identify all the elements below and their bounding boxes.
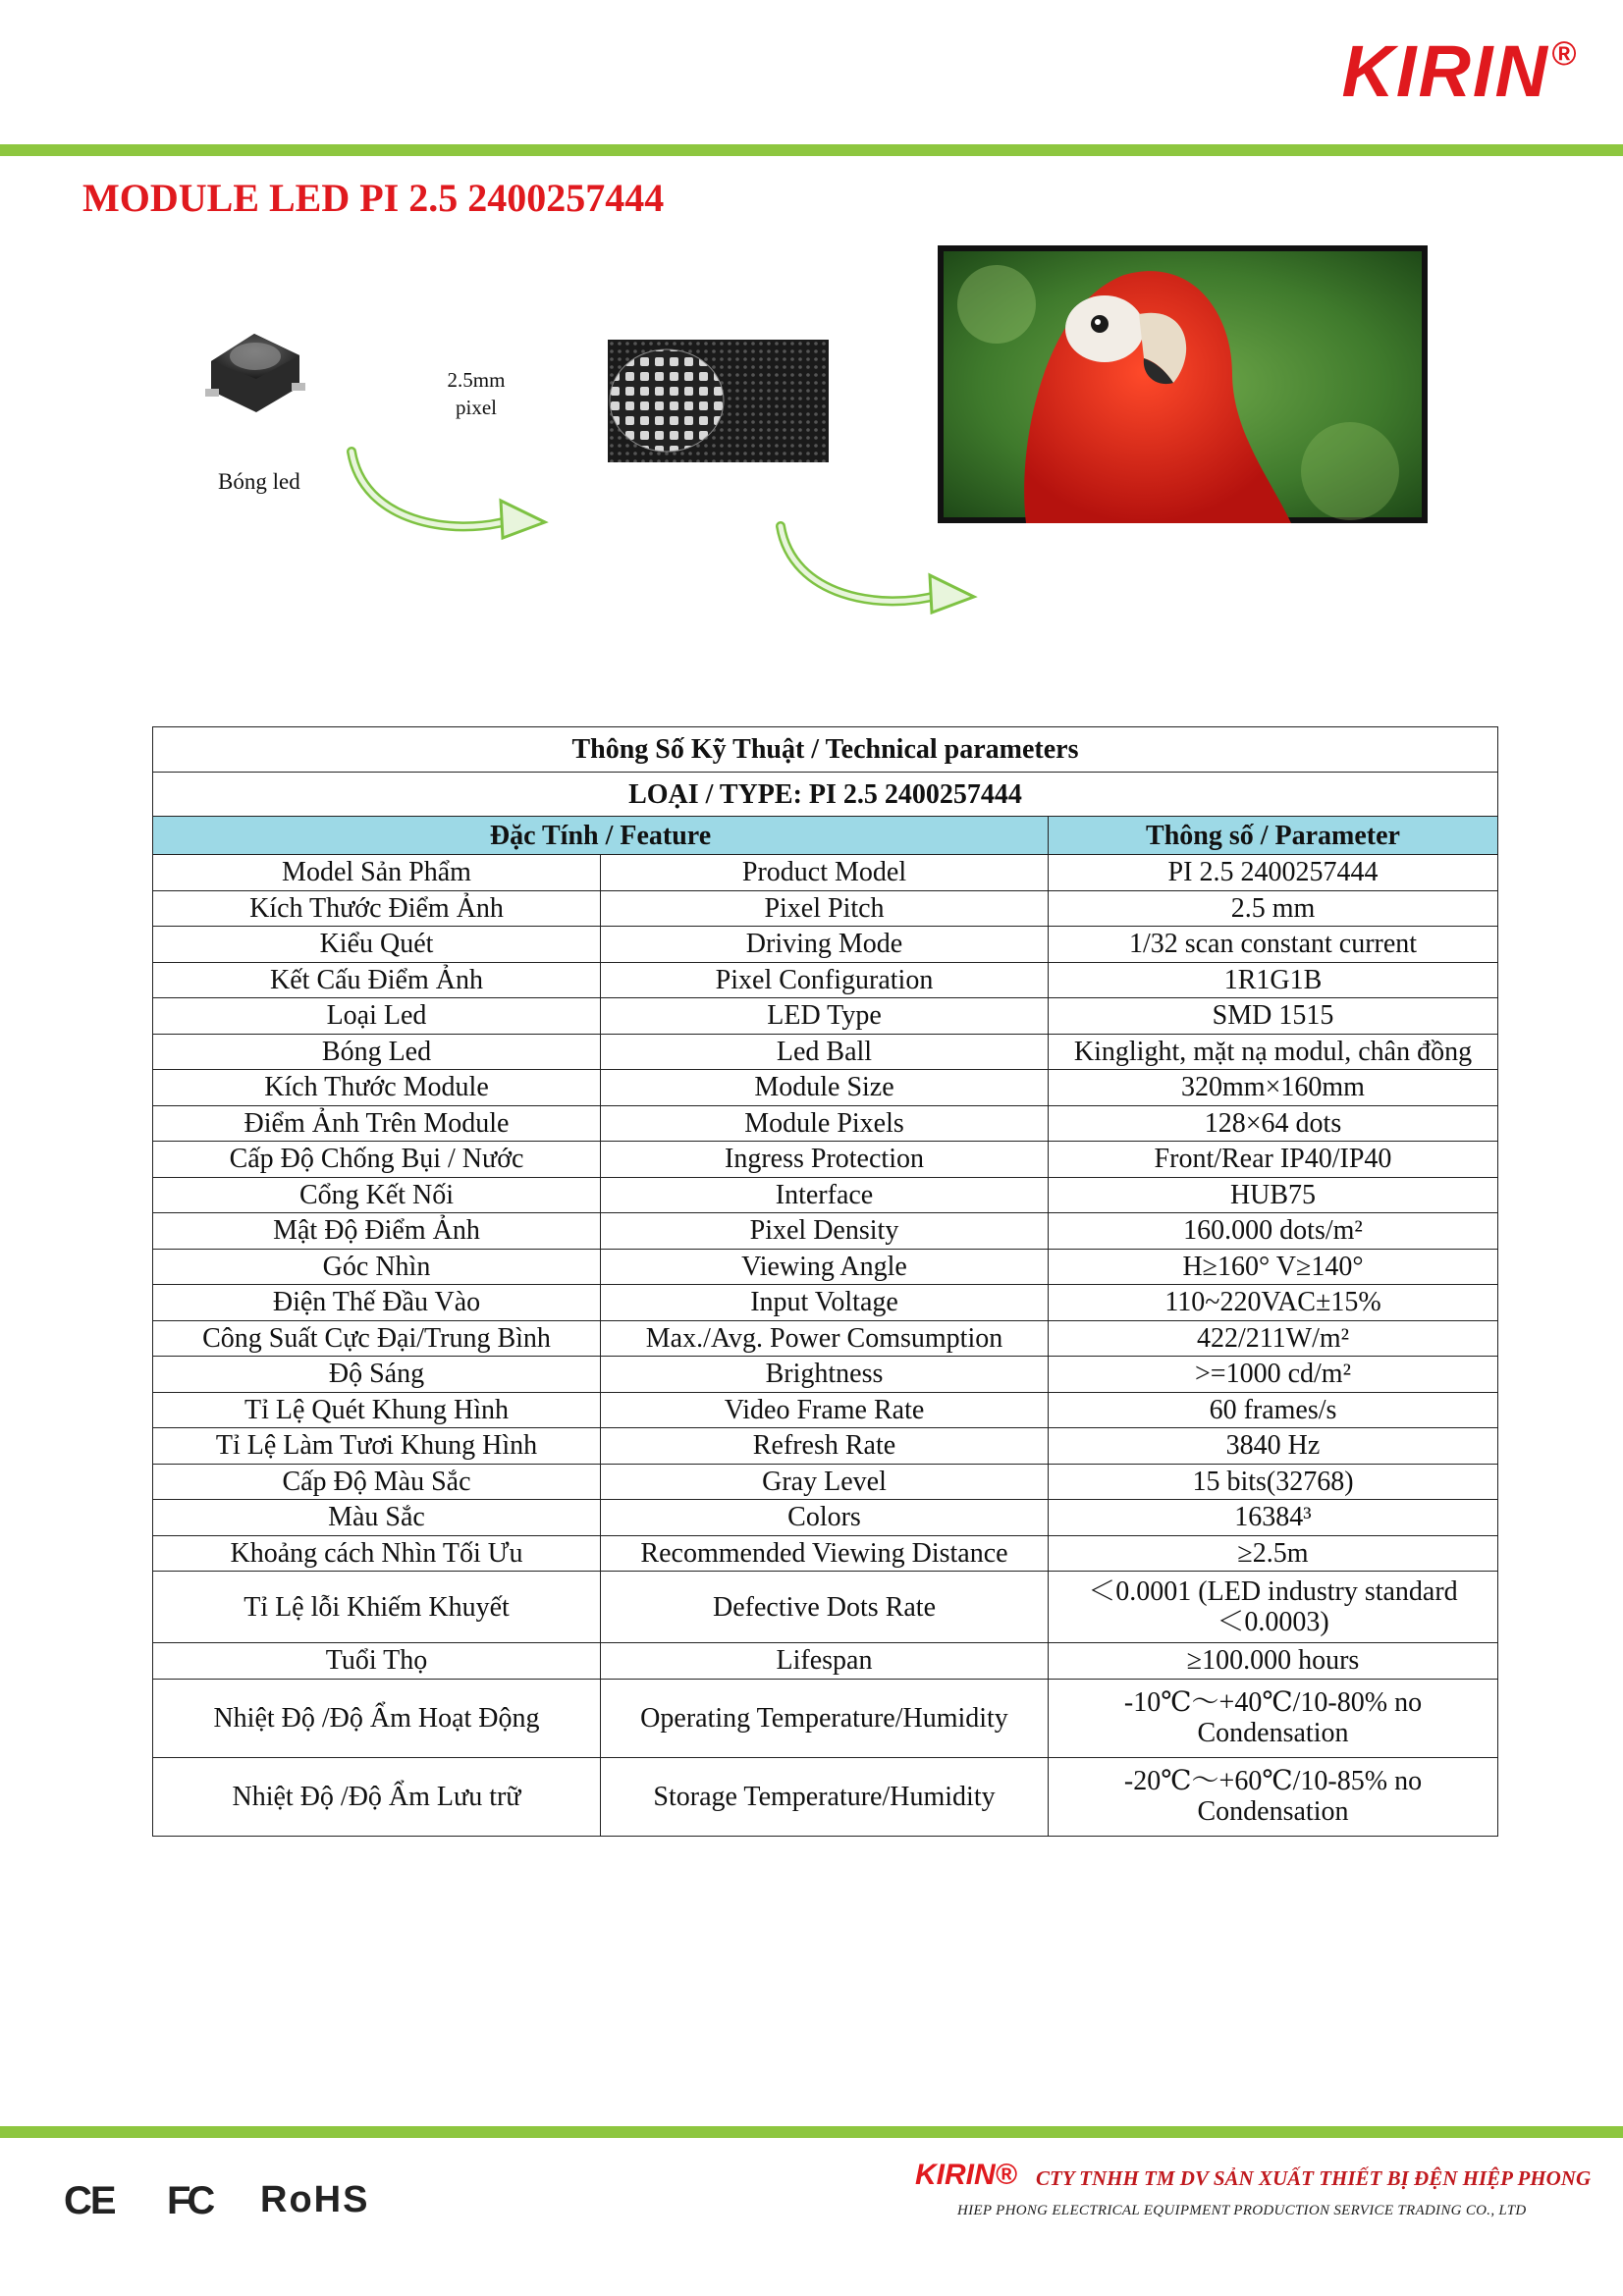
parameter-value: HUB75 (1049, 1177, 1498, 1213)
value-line-2: Condensation (1197, 1796, 1349, 1827)
feature-en: Colors (601, 1500, 1049, 1536)
feature-vi: Màu Sắc (153, 1500, 601, 1536)
feature-vi: Điện Thế Đầu Vào (153, 1285, 601, 1321)
feature-en: Ingress Protection (601, 1142, 1049, 1178)
brand-name: KIRIN (1341, 30, 1549, 112)
parameter-value: SMD 1515 (1049, 998, 1498, 1035)
feature-header: Đặc Tính / Feature (153, 817, 1049, 855)
value-line-1: -20℃～+60℃/10-85% no (1123, 1766, 1423, 1796)
parameter-value (1049, 1572, 1498, 1643)
curved-arrow-icon (344, 444, 555, 542)
feature-vi: Model Sản Phẩm (153, 855, 601, 891)
feature-en: Refresh Rate (601, 1428, 1049, 1465)
parameter-value: Kinglight, mặt nạ modul, chân đồng (1049, 1034, 1498, 1070)
table-row (153, 1679, 1498, 1757)
feature-vi: Bóng Led (153, 1034, 601, 1070)
parameter-value: 1/32 scan constant current (1049, 927, 1498, 963)
rohs-mark-icon: RoHS (260, 2179, 370, 2220)
table-row (153, 998, 1498, 1035)
table-row (153, 1105, 1498, 1142)
table-row (153, 1249, 1498, 1285)
feature-vi: Kết Cấu Điểm Ảnh (153, 962, 601, 998)
table-row (153, 1535, 1498, 1572)
table-row (153, 855, 1498, 891)
parameter-value: ≥100.000 hours (1049, 1643, 1498, 1680)
parameter-value: ≥2.5m (1049, 1535, 1498, 1572)
table-row (153, 1070, 1498, 1106)
feature-en: Recommended Viewing Distance (601, 1535, 1049, 1572)
parameter-value: 320mm×160mm (1049, 1070, 1498, 1106)
feature-en: LED Type (601, 998, 1049, 1035)
feature-vi: Mật Độ Điểm Ảnh (153, 1213, 601, 1250)
table-row (153, 1177, 1498, 1213)
led-chip-image (201, 322, 307, 420)
feature-vi: Công Suất Cực Đại/Trung Bình (153, 1320, 601, 1357)
table-row (153, 1142, 1498, 1178)
feature-vi: Tuổi Thọ (153, 1643, 601, 1680)
feature-vi: Tỉ Lệ Quét Khung Hình (153, 1392, 601, 1428)
led-caption: Bóng led (218, 469, 300, 494)
feature-vi: Cổng Kết Nối (153, 1177, 601, 1213)
parameter-value (1049, 1679, 1498, 1757)
table-row (153, 1357, 1498, 1393)
feature-en: Product Model (601, 855, 1049, 891)
curved-arrow-icon (773, 518, 984, 616)
pixel-pitch-label (432, 366, 520, 421)
feature-vi: Điểm Ảnh Trên Module (153, 1105, 601, 1142)
pixel-label-line-2: pixel (456, 396, 497, 419)
parrot-display-image (938, 245, 1428, 523)
feature-en: Video Frame Rate (601, 1392, 1049, 1428)
table-row (153, 962, 1498, 998)
feature-vi: Cấp Độ Chống Bụi / Nước (153, 1142, 601, 1178)
feature-en: Input Voltage (601, 1285, 1049, 1321)
pixel-label-line-1: 2.5mm (447, 368, 506, 392)
table-row (153, 1320, 1498, 1357)
brand-logo (1341, 29, 1578, 113)
feature-vi: Kích Thước Module (153, 1070, 601, 1106)
footer-brand: KIRIN® (915, 2159, 1017, 2191)
spec-table (152, 726, 1498, 1837)
feature-en: Pixel Density (601, 1213, 1049, 1250)
feature-en: Pixel Configuration (601, 962, 1049, 998)
table-row (153, 1500, 1498, 1536)
feature-vi: Loại Led (153, 998, 601, 1035)
parameter-value: 60 frames/s (1049, 1392, 1498, 1428)
value-line-1: -10℃～+40℃/10-80% no (1123, 1687, 1423, 1718)
feature-en: Led Ball (601, 1034, 1049, 1070)
parameter-value: 160.000 dots/m² (1049, 1213, 1498, 1250)
led-module-image (608, 340, 829, 462)
feature-en: Operating Temperature/Humidity (601, 1679, 1049, 1757)
table-row (153, 1643, 1498, 1680)
value-line-2: Condensation (1197, 1718, 1349, 1748)
feature-en: Module Pixels (601, 1105, 1049, 1142)
feature-vi: Kiểu Quét (153, 927, 601, 963)
table-row (153, 1213, 1498, 1250)
table-row (153, 1428, 1498, 1465)
table-row (153, 927, 1498, 963)
fcc-mark-icon: FC (167, 2179, 212, 2222)
feature-en: Interface (601, 1177, 1049, 1213)
table-type: LOẠI / TYPE: PI 2.5 2400257444 (153, 773, 1498, 817)
feature-vi: Cấp Độ Màu Sắc (153, 1464, 601, 1500)
value-line-1: ＜0.0001 (LED industry standard (1088, 1576, 1458, 1607)
parameter-value: 1R1G1B (1049, 962, 1498, 998)
table-heading: Thông Số Kỹ Thuật / Technical parameters (153, 727, 1498, 773)
parameter-value: 110~220VAC±15% (1049, 1285, 1498, 1321)
feature-en: Max./Avg. Power Comsumption (601, 1320, 1049, 1357)
feature-en: Defective Dots Rate (601, 1572, 1049, 1643)
parameter-value: Front/Rear IP40/IP40 (1049, 1142, 1498, 1178)
parameter-value: 422/211W/m² (1049, 1320, 1498, 1357)
company-name-en: HIEP PHONG ELECTRICAL EQUIPMENT PRODUCTION SERVICE TRADING CO., LTD (957, 2203, 1527, 2218)
table-row (153, 1034, 1498, 1070)
table-row (153, 890, 1498, 927)
registered-mark: ® (1550, 35, 1578, 73)
feature-en: Module Size (601, 1070, 1049, 1106)
feature-en: Driving Mode (601, 927, 1049, 963)
table-heading-row (153, 727, 1498, 773)
table-type-row (153, 773, 1498, 817)
feature-vi: Tỉ Lệ Làm Tươi Khung Hình (153, 1428, 601, 1465)
parameter-header: Thông số / Parameter (1049, 817, 1498, 855)
parameter-value: 3840 Hz (1049, 1428, 1498, 1465)
parameter-value (1049, 1757, 1498, 1836)
feature-en: Pixel Pitch (601, 890, 1049, 927)
table-row (153, 1757, 1498, 1836)
parameter-value: 2.5 mm (1049, 890, 1498, 927)
table-row (153, 1572, 1498, 1643)
feature-vi: Góc Nhìn (153, 1249, 601, 1285)
company-name-vi: CTY TNHH TM DV SẢN XUẤT THIẾT BỊ ĐỆN HIỆP PHONG (1036, 2166, 1592, 2190)
feature-en: Lifespan (601, 1643, 1049, 1680)
parameter-value: PI 2.5 2400257444 (1049, 855, 1498, 891)
parameter-value: 16384³ (1049, 1500, 1498, 1536)
feature-vi: Độ Sáng (153, 1357, 601, 1393)
feature-en: Gray Level (601, 1464, 1049, 1500)
table-row (153, 1464, 1498, 1500)
feature-vi: Kích Thước Điểm Ảnh (153, 890, 601, 927)
parameter-value: 128×64 dots (1049, 1105, 1498, 1142)
feature-vi: Tỉ Lệ lỗi Khiếm Khuyết (153, 1572, 601, 1643)
feature-en: Viewing Angle (601, 1249, 1049, 1285)
bottom-divider (0, 2126, 1623, 2138)
feature-vi: Nhiệt Độ /Độ Ẩm Lưu trữ (153, 1757, 601, 1836)
feature-vi: Nhiệt Độ /Độ Ẩm Hoạt Động (153, 1679, 601, 1757)
parameter-value: 15 bits(32768) (1049, 1464, 1498, 1500)
top-divider (0, 144, 1623, 156)
table-row (153, 1285, 1498, 1321)
table-row (153, 1392, 1498, 1428)
table-header-row (153, 817, 1498, 855)
ce-mark-icon: CE (64, 2179, 115, 2222)
feature-en: Storage Temperature/Humidity (601, 1757, 1049, 1836)
parameter-value: >=1000 cd/m² (1049, 1357, 1498, 1393)
parameter-value: H≥160° V≥140° (1049, 1249, 1498, 1285)
feature-vi: Khoảng cách Nhìn Tối Ưu (153, 1535, 601, 1572)
feature-en: Brightness (601, 1357, 1049, 1393)
value-line-2: ＜0.0003) (1217, 1607, 1329, 1637)
page-title: MODULE LED PI 2.5 2400257444 (82, 176, 665, 220)
